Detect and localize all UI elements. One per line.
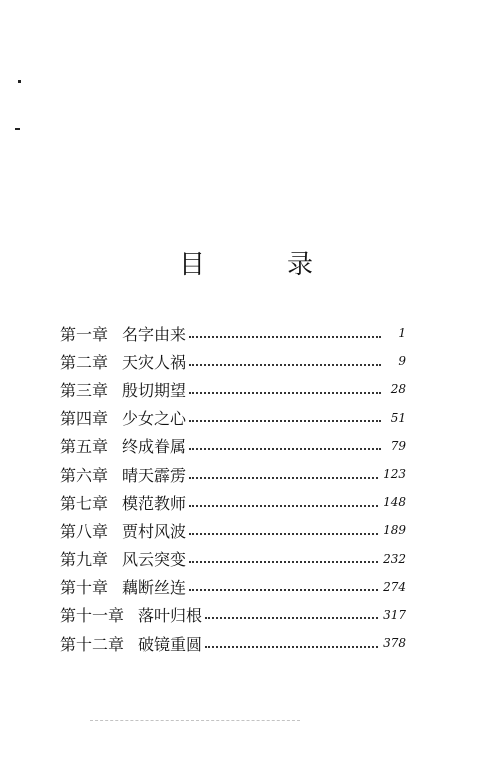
dot-leader xyxy=(189,419,381,422)
dot-leader xyxy=(189,560,378,563)
page-number: 189 xyxy=(383,523,406,538)
dot-leader xyxy=(189,504,378,507)
toc-entry[interactable] xyxy=(60,460,406,488)
chapter-number: 第十一章 xyxy=(60,606,125,626)
page-number: 232 xyxy=(383,551,406,566)
scan-speck xyxy=(18,80,21,83)
page-number: 148 xyxy=(383,495,406,510)
chapter-number: 第七章 xyxy=(60,493,109,513)
chapter-number: 第六章 xyxy=(60,465,109,485)
chapter-title: 殷切期望 xyxy=(122,380,187,400)
toc-entry[interactable] xyxy=(60,601,406,629)
chapter-title: 风云突变 xyxy=(122,550,187,570)
chapter-number: 第九章 xyxy=(60,550,109,570)
chapter-title: 终成眷属 xyxy=(122,437,187,457)
scan-artifact xyxy=(90,720,300,724)
toc-entry[interactable] xyxy=(60,629,406,657)
chapter-number: 第十章 xyxy=(60,578,109,598)
dot-leader xyxy=(189,476,378,479)
toc-entry[interactable] xyxy=(60,319,406,347)
chapter-title: 晴天霹雳 xyxy=(122,465,187,485)
toc-entry[interactable] xyxy=(60,545,406,573)
chapter-number: 第四章 xyxy=(60,409,109,429)
page-number: 79 xyxy=(390,438,406,453)
page-number: 51 xyxy=(390,410,406,425)
page-title: 目 录 xyxy=(178,250,341,280)
chapter-number: 第五章 xyxy=(60,437,109,457)
chapter-number: 第十二章 xyxy=(60,634,125,654)
dot-leader xyxy=(189,391,381,394)
chapter-title: 破镜重圆 xyxy=(138,634,203,654)
chapter-number: 第八章 xyxy=(60,521,109,541)
chapter-title: 天灾人祸 xyxy=(122,352,187,372)
page-number: 28 xyxy=(390,382,406,397)
page-number: 378 xyxy=(383,636,406,651)
toc-entry[interactable] xyxy=(60,432,406,460)
dot-leader xyxy=(189,363,381,366)
table-of-contents xyxy=(60,319,406,657)
dot-leader xyxy=(189,588,378,591)
dot-leader xyxy=(205,616,378,619)
page-number: 317 xyxy=(383,607,406,622)
dot-leader xyxy=(189,447,381,450)
toc-entry[interactable] xyxy=(60,573,406,601)
dot-leader xyxy=(189,532,378,535)
page-number: 274 xyxy=(383,579,406,594)
page-number: 1 xyxy=(398,326,406,341)
toc-entry[interactable] xyxy=(60,516,406,544)
toc-entry[interactable] xyxy=(60,488,406,516)
chapter-number: 第二章 xyxy=(60,352,109,372)
dot-leader xyxy=(205,645,378,648)
scan-speck xyxy=(15,128,20,130)
chapter-title: 名字由来 xyxy=(122,324,187,344)
chapter-title: 贾村风波 xyxy=(122,521,187,541)
chapter-title: 少女之心 xyxy=(122,409,187,429)
toc-entry[interactable] xyxy=(60,375,406,403)
chapter-number: 第一章 xyxy=(60,324,109,344)
chapter-title: 藕断丝连 xyxy=(122,578,187,598)
dot-leader xyxy=(189,335,381,338)
toc-entry[interactable] xyxy=(60,404,406,432)
chapter-number: 第三章 xyxy=(60,380,109,400)
chapter-title: 落叶归根 xyxy=(138,606,203,626)
page-number: 9 xyxy=(398,354,406,369)
toc-entry[interactable] xyxy=(60,347,406,375)
chapter-title: 模范教师 xyxy=(122,493,187,513)
page-number: 123 xyxy=(383,467,406,482)
